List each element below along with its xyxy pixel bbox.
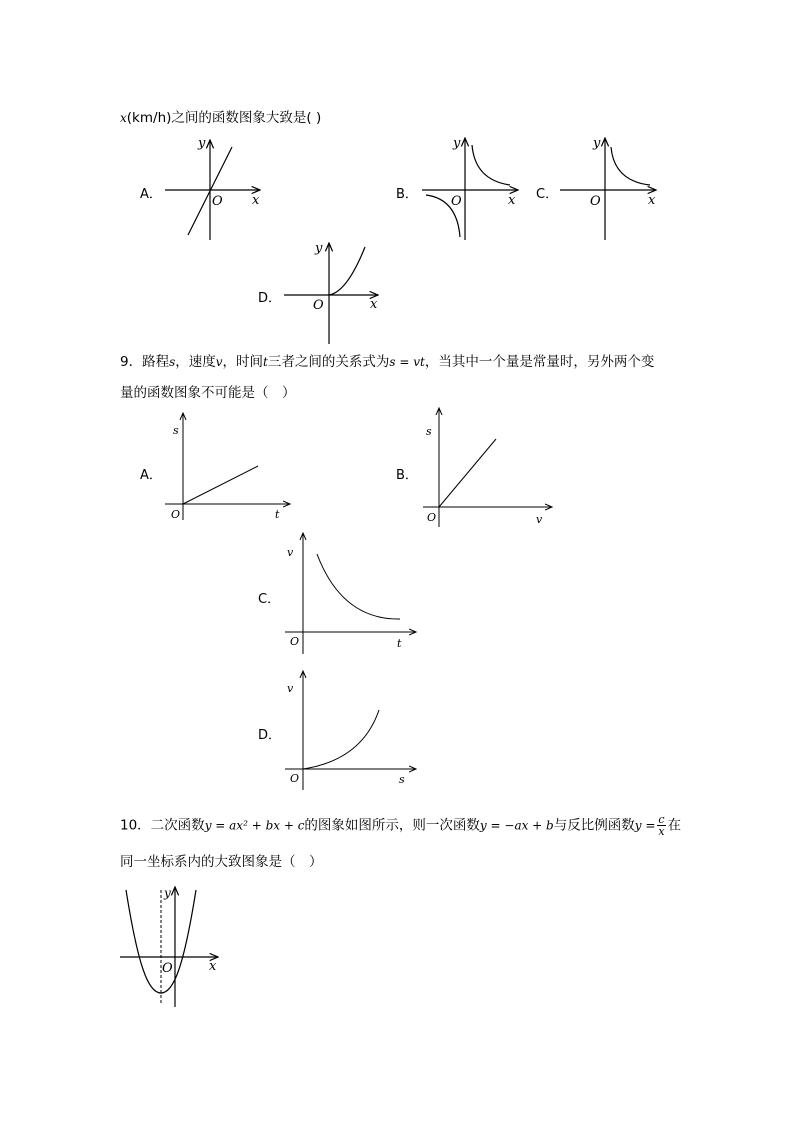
q9-option-a-label: A． (140, 468, 162, 483)
q9-var: t (263, 355, 268, 369)
y-label: y (164, 886, 171, 900)
x-label: s (399, 773, 405, 786)
q8-option-a-label: A． (140, 187, 162, 202)
y-label: v (287, 682, 294, 695)
q9-text: ，时间 (222, 354, 264, 370)
x-label: x (648, 193, 656, 208)
q10-text: 与反比例函数 (553, 817, 635, 834)
q10-parabola-graph (118, 885, 228, 1010)
origin-label: O (290, 772, 300, 785)
q10-text: 在 (667, 817, 682, 834)
q9-text: ，当其中一个量是常量时，另外两个变 (424, 354, 655, 370)
origin-label: O (171, 508, 181, 521)
q10-fraction (657, 814, 665, 837)
hyperbola-branch (317, 554, 400, 619)
y-label: s (426, 425, 432, 438)
q9-option-d-label: D． (258, 728, 282, 743)
q8-graph-b (420, 135, 530, 245)
x-label: x (508, 193, 516, 208)
y-label: v (287, 546, 294, 559)
origin-label: O (313, 298, 324, 313)
q9-text: 9．路程 (120, 354, 170, 370)
q8-graph-d (282, 240, 392, 350)
x-label: x (252, 193, 260, 208)
q8-unit: (km/h) (126, 110, 172, 126)
q8-graph-c (558, 135, 668, 245)
q9-text: ，速度 (175, 354, 216, 370)
x-label: t (275, 508, 280, 521)
q9-stem-line2: 量的函数图象不可能是（ ） (120, 385, 296, 401)
q9-graph-c (282, 530, 422, 655)
q9-var: v (215, 355, 223, 369)
fraction-denominator: x (658, 825, 665, 838)
q8-option-b-label: B． (396, 187, 418, 202)
q8-stem-text: 之间的函数图象大致是( ) (171, 110, 322, 126)
line-curve (183, 466, 258, 504)
q8-option-c-label: C． (536, 187, 559, 202)
q9-formula: s = vt (389, 355, 425, 369)
hyperbola-branch (611, 147, 650, 185)
y-label: y (593, 136, 601, 151)
q10-text: 10．二次函数 (120, 817, 205, 834)
x-label: x (370, 297, 378, 312)
hyperbola-branch-1 (472, 145, 510, 185)
q9-stem-line1 (120, 352, 654, 372)
q9-graph-a (160, 410, 300, 525)
q9-option-b-label: B． (396, 468, 418, 483)
q10-formula-inverse: y = (634, 818, 656, 833)
q10-stem-line1 (120, 814, 681, 837)
origin-label: O (290, 635, 300, 648)
q9-text: 三者之间的关系式为 (267, 354, 390, 370)
q10-formula-quadratic: y = ax² + bx + c (204, 818, 305, 833)
fraction-numerator: c (658, 813, 665, 826)
origin-label: O (451, 194, 462, 209)
q10-stem-line2: 同一坐标系内的大致图象是（ ） (120, 854, 323, 870)
origin-label: O (212, 194, 223, 209)
q9-graph-b (418, 405, 558, 530)
q10-formula-linear: y = −ax + b (479, 818, 554, 833)
q8-option-d-label: D． (258, 291, 282, 306)
y-label: y (453, 136, 461, 151)
y-label: s (173, 424, 179, 437)
x-label: v (536, 513, 543, 526)
q9-option-c-label: C． (258, 592, 281, 607)
q8-stem (120, 108, 321, 128)
y-label: y (315, 241, 323, 256)
x-label: x (209, 959, 217, 974)
origin-label: O (427, 511, 437, 524)
origin-label: O (162, 961, 173, 976)
exponential-curve (303, 710, 379, 769)
x-label: t (397, 637, 402, 650)
q10-text: 的图象如图所示，则一次函数 (304, 817, 480, 834)
origin-label: O (590, 194, 601, 209)
y-label: y (198, 136, 206, 151)
q8-var-x: x (120, 111, 127, 125)
line-curve (439, 439, 496, 507)
q9-var: s (169, 355, 176, 369)
q9-graph-d (282, 668, 422, 793)
q8-graph-a (160, 135, 270, 245)
parabola-branch (329, 247, 365, 295)
